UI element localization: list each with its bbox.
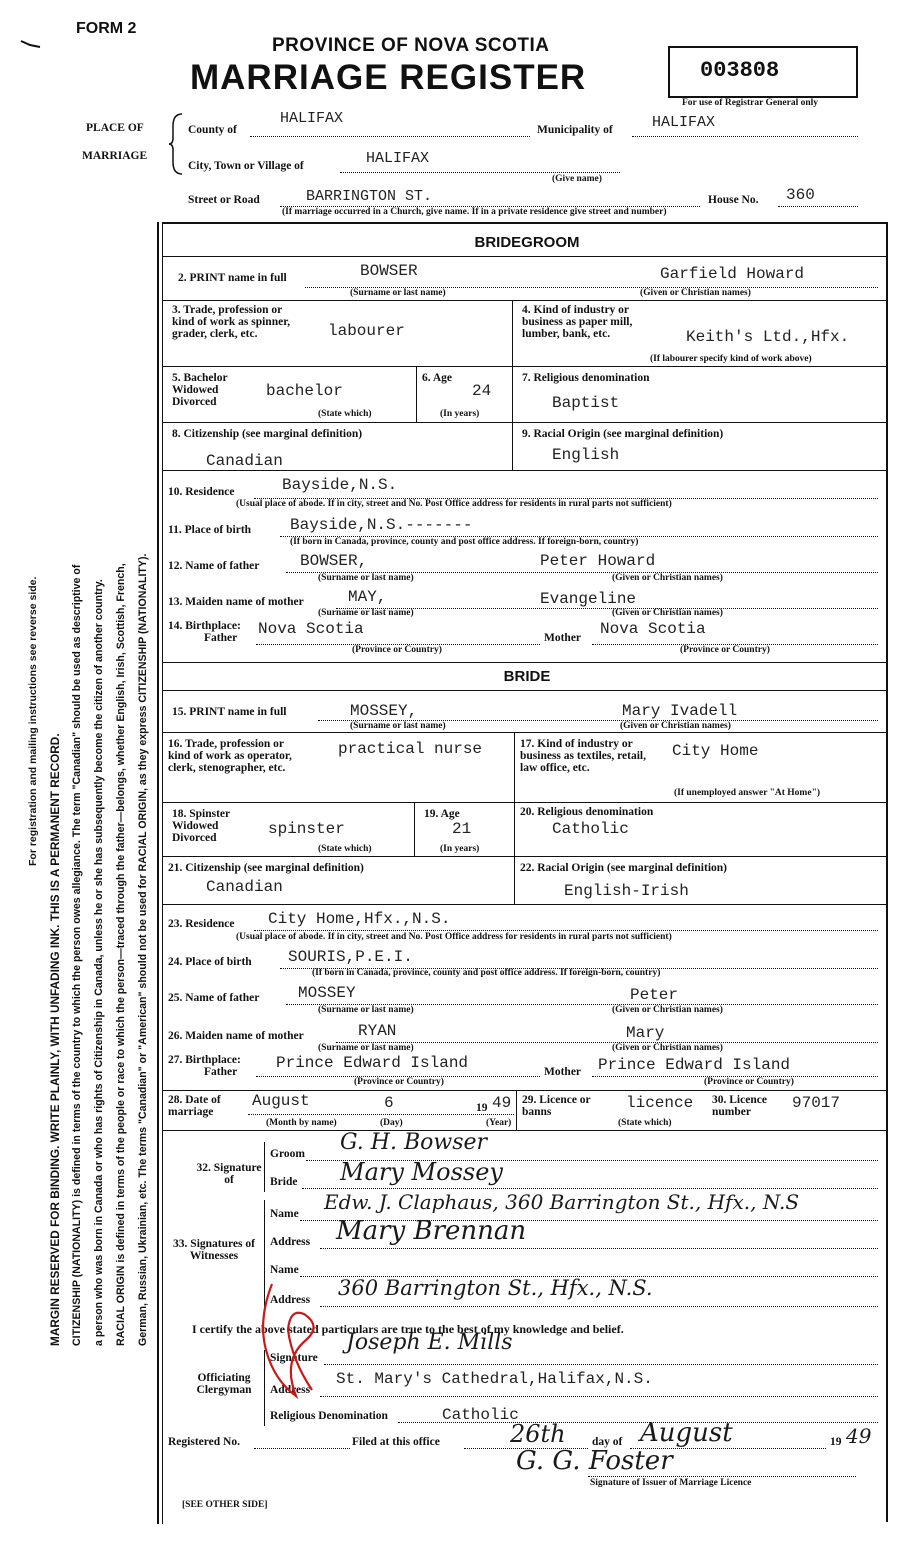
bride-q17-label: 17. Kind of industry or business as textiles, retail, law office, etc. — [520, 738, 646, 774]
bride-father-given-caption: (Given or Christian names) — [612, 1005, 723, 1015]
registered-label: Registered No. — [168, 1436, 240, 1448]
filed-month: August — [640, 1418, 733, 1448]
licence-number: 97017 — [792, 1094, 841, 1112]
bride-birthplace: SOURIS,P.E.I. — [288, 948, 413, 966]
witness1-address-label: Address — [270, 1236, 311, 1248]
bridegroom-heading: BRIDEGROOM — [474, 234, 580, 251]
groom-given-caption: (Given or Christian names) — [640, 288, 751, 298]
groom-q11-label: 11. Place of birth — [168, 524, 252, 536]
bride-residence: City Home,Hfx.,N.S. — [268, 910, 451, 928]
margin-line-3: CITIZENSHIP (NATIONALITY) is defined in terms of the country to which the person owes allegiance. The term "Canadian" should be used as descriptive of — [71, 564, 83, 1346]
registrar-note: For use of Registrar General only — [682, 98, 819, 108]
groom-industry: Keith's Ltd.,Hfx. — [686, 328, 850, 346]
groom-q14-label: 14. Birthplace: — [168, 620, 241, 632]
place-brace-icon — [168, 112, 184, 181]
bride-q22-label: 22. Racial Origin (see marginal definition) — [520, 862, 727, 874]
clergy-signature-label: Signature — [270, 1352, 318, 1364]
bride-father-surname-caption: (Surname or last name) — [318, 1005, 414, 1015]
bride-q15-label: 15. PRINT name in full — [172, 706, 287, 718]
bride-q16-label: 16. Trade, profession or kind of work as operator, clerk, stenographer, etc. — [168, 738, 292, 774]
groom-mother-given-caption: (Given or Christian names) — [612, 608, 723, 618]
bride-trade: practical nurse — [338, 740, 483, 758]
street-value: BARRINGTON ST. — [306, 188, 433, 205]
bride-q24-label: 24. Place of birth — [168, 956, 252, 968]
groom-birth-note: (If born in Canada, province, county and post office address. If foreign-born, country) — [290, 537, 639, 547]
groom-father-surname: BOWSER, — [300, 552, 368, 570]
margin-line-6: German, Russian, Ukrainian, etc. The terms "Canadian" or "American" should not be used for RACIAL ORIGIN, as they express CITIZENSHIP (NATIONALITY). — [137, 553, 149, 1346]
groom-q10-label: 10. Residence — [168, 486, 235, 498]
clergy-address: St. Mary's Cathedral,Halifax,N.S. — [336, 1370, 653, 1388]
page-title: MARRIAGE REGISTER — [190, 58, 587, 97]
groom-citizenship: Canadian — [206, 452, 283, 470]
groom-years-caption: (In years) — [440, 409, 480, 419]
bride-age: 21 — [452, 820, 472, 838]
licence-state-caption: (State which) — [618, 1118, 672, 1128]
house-value: 360 — [786, 186, 815, 204]
groom-mother-given: Evangeline — [540, 590, 637, 608]
margin-line-4: a person who was born in Canada or who has rights of Citizenship in Canada, unless he or she has subsequently become the citizen of another country. — [93, 579, 105, 1346]
witness1-address-inline: , 360 Barrington St., Hfx., N.S — [492, 1190, 800, 1214]
red-check-mark-icon — [252, 1280, 332, 1415]
marriage-day: 6 — [384, 1094, 394, 1112]
groom-q8-label: 8. Citizenship (see marginal definition) — [172, 428, 363, 440]
bride-q20-label: 20. Religious denomination — [520, 806, 654, 818]
bride-father-word: Father — [204, 1066, 238, 1078]
witness2-name-label: Name — [270, 1264, 299, 1276]
groom-racial: English — [552, 446, 620, 464]
day-of-label: day of — [592, 1436, 623, 1448]
bride-industry-note: (If unemployed answer "At Home") — [674, 788, 821, 798]
issuer-signature: G. G. Foster — [516, 1446, 673, 1476]
groom-state-caption: (State which) — [318, 409, 372, 419]
marriage-year: 49 — [492, 1094, 512, 1112]
form-number: FORM 2 — [76, 20, 137, 37]
date-q28-label: 28. Date of marriage — [168, 1094, 221, 1118]
bride-q23-label: 23. Residence — [168, 918, 235, 930]
bride-status: spinster — [268, 820, 345, 838]
groom-mother-surname-caption: (Surname or last name) — [318, 608, 414, 618]
sig-q33-label: 33. Signatures of Witnesses — [173, 1238, 255, 1262]
sig-q32-label: 32. Signature of — [196, 1162, 262, 1186]
bride-given-caption: (Given or Christian names) — [620, 721, 731, 731]
bride-heading: BRIDE — [503, 668, 551, 685]
margin-text — [22, 306, 154, 1346]
bride-father-prov-caption: (Province or Country) — [354, 1077, 444, 1087]
groom-age: 24 — [472, 382, 492, 400]
groom-father-prov-caption: (Province or Country) — [352, 645, 442, 655]
bride-mother-given-caption: (Given or Christian names) — [612, 1043, 723, 1053]
bride-mother-given: Mary — [626, 1024, 665, 1042]
bride-q19-label: 19. Age — [424, 808, 460, 820]
groom-mother-surname: MAY, — [348, 588, 387, 606]
month-caption: (Month by name) — [266, 1118, 337, 1128]
place-label: PLACE OF — [86, 122, 144, 134]
witness1-name — [324, 1190, 799, 1214]
bride-given: Mary Ivadell — [622, 702, 738, 720]
municipality-label: Municipality of — [537, 124, 613, 136]
groom-q9-label: 9. Racial Origin (see marginal definition) — [522, 428, 724, 440]
groom-status: bachelor — [266, 382, 343, 400]
witness1-name-label: Name — [270, 1208, 299, 1220]
groom-q2-label: 2. PRINT name in full — [178, 272, 287, 284]
bride-mother-surname: RYAN — [358, 1022, 397, 1040]
county-value: HALIFAX — [280, 110, 344, 127]
groom-surname: BOWSER — [360, 262, 418, 280]
margin-line-5: RACIAL ORIGIN is defined in terms of the people or race to which the person—traced through the father—belongs, whether English, Irish, Scottish, French, — [115, 563, 127, 1346]
clergy-signature: Joseph E. Mills — [346, 1330, 513, 1355]
day-caption: (Day) — [380, 1118, 403, 1128]
province-heading: PROVINCE OF NOVA SCOTIA — [272, 35, 550, 56]
city-label: City, Town or Village of — [188, 160, 304, 172]
groom-q7-label: 7. Religious denomination — [522, 372, 650, 384]
groom-q3-label: 3. Trade, profession or kind of work as spinner, grader, clerk, etc. — [172, 304, 291, 340]
groom-mother-word: Mother — [544, 632, 582, 644]
groom-surname-caption: (Surname or last name) — [350, 288, 446, 298]
clergy-address-label: Address — [270, 1384, 311, 1396]
bride-religion: Catholic — [552, 820, 629, 838]
groom-q4-label: 4. Kind of industry or business as paper mill, lumber, bank, etc. — [522, 304, 633, 340]
licence-q30-label: 30. Licence number — [712, 1094, 767, 1118]
street-label: Street or Road — [188, 194, 260, 206]
house-label: House No. — [708, 194, 759, 206]
groom-birthplace: Bayside,N.S.------- — [290, 516, 473, 534]
groom-mother-prov-caption: (Province or Country) — [680, 645, 770, 655]
bride-surname: MOSSEY, — [350, 702, 418, 720]
groom-mother-birthplace: Nova Scotia — [600, 620, 706, 638]
street-note: (If marriage occurred in a Church, give name. If in a private residence give street and number) — [282, 207, 667, 217]
bride-mother-birthplace: Prince Edward Island — [598, 1056, 791, 1074]
county-label: County of — [188, 124, 237, 136]
marriage-label: MARRIAGE — [82, 150, 148, 162]
margin-line-2: MARGIN RESERVED FOR BINDING. WRITE PLAINLY, WITH UNFADING INK. THIS IS A PERMANENT RECORD. — [48, 733, 62, 1346]
bride-father-surname: MOSSEY — [298, 984, 356, 1002]
bride-sig-label: Bride — [270, 1176, 298, 1188]
filed-label: Filed at this office — [352, 1436, 440, 1448]
groom-q5-label: 5. Bachelor Widowed Divorced — [172, 372, 228, 408]
groom-trade: labourer — [328, 322, 405, 340]
bride-q25-label: 25. Name of father — [168, 992, 260, 1004]
witness2-name: Mary Brennan — [336, 1216, 527, 1246]
bride-mother-prov-caption: (Province or Country) — [704, 1077, 794, 1087]
bride-father-given: Peter — [630, 986, 679, 1004]
year-caption: (Year) — [486, 1118, 512, 1128]
bride-q26-label: 26. Maiden name of mother — [168, 1030, 304, 1042]
give-name-caption: (Give name) — [552, 174, 602, 184]
groom-sig-label: Groom — [270, 1148, 305, 1160]
groom-residence-note: (Usual place of abode. If in city, street and No. Post Office address for residents in rural parts not sufficient) — [236, 499, 672, 509]
bride-mother-surname-caption: (Surname or last name) — [318, 1043, 414, 1053]
see-other-side: [SEE OTHER SIDE] — [182, 1500, 268, 1510]
clergy-denomination: Catholic — [442, 1406, 519, 1424]
bride-years-caption: (In years) — [440, 844, 480, 854]
clergy-label: Officiating Clergyman — [196, 1372, 252, 1396]
certify-statement: I certify the above stated particulars are true to the best of my knowledge and belief. — [192, 1322, 624, 1336]
bride-birth-note: (If born in Canada, province, county and post office address. If foreign-born, country) — [312, 968, 661, 978]
groom-q12-label: 12. Name of father — [168, 560, 260, 572]
groom-father-given-caption: (Given or Christian names) — [612, 573, 723, 583]
filed-year-prefix: 19 — [830, 1436, 842, 1448]
groom-father-given: Peter Howard — [540, 552, 656, 570]
marriage-month: August — [252, 1092, 310, 1110]
clergy-denomination-label: Religious Denomination — [270, 1410, 388, 1422]
bride-mother-word: Mother — [544, 1066, 582, 1078]
licence-q29-label: 29. Licence or banns — [522, 1094, 591, 1118]
bride-surname-caption: (Surname or last name) — [350, 721, 446, 731]
groom-father-birthplace: Nova Scotia — [258, 620, 364, 638]
margin-line-1: For registration and mailing instructions see reverse side. — [27, 576, 39, 866]
witness2-address-label: Address — [270, 1294, 311, 1306]
groom-industry-note: (If labourer specify kind of work above) — [650, 354, 812, 364]
witness1-name-text: Edw. J. Claphaus — [324, 1190, 493, 1214]
bride-industry: City Home — [672, 742, 759, 760]
municipality-value: HALIFAX — [652, 114, 716, 131]
groom-q13-label: 13. Maiden name of mother — [168, 596, 304, 608]
bride-residence-note: (Usual place of abode. If in city, street and No. Post Office address for residents in rural parts not sufficient) — [236, 932, 672, 942]
groom-religion: Baptist — [552, 394, 620, 412]
registration-number: 003808 — [700, 58, 780, 83]
bride-state-caption: (State which) — [318, 844, 372, 854]
groom-signature: G. H. Bowser — [340, 1130, 488, 1155]
groom-father-surname-caption: (Surname or last name) — [318, 573, 414, 583]
groom-given: Garfield Howard — [660, 265, 805, 283]
licence-type: licence — [626, 1094, 694, 1112]
witness2-address: 360 Barrington St., Hfx., N.S. — [338, 1276, 653, 1300]
issuer-caption: Signature of Issuer of Marriage Licence — [590, 1478, 752, 1488]
marriage-year-prefix: 19 — [476, 1102, 488, 1114]
groom-q6-label: 6. Age — [422, 372, 453, 384]
bride-racial: English-Irish — [564, 882, 689, 900]
corner-mark — [20, 36, 42, 46]
filed-year: 49 — [846, 1424, 872, 1448]
bride-q27-label: 27. Birthplace: — [168, 1054, 241, 1066]
bride-q21-label: 21. Citizenship (see marginal definition) — [168, 862, 364, 874]
filed-day: 26th — [510, 1420, 566, 1448]
city-value: HALIFAX — [366, 150, 430, 167]
groom-residence: Bayside,N.S. — [282, 476, 398, 494]
bride-q18-label: 18. Spinster Widowed Divorced — [172, 808, 230, 844]
bride-signature: Mary Mossey — [340, 1158, 503, 1186]
groom-father-word: Father — [204, 632, 238, 644]
bride-citizenship: Canadian — [206, 878, 283, 896]
bride-father-birthplace: Prince Edward Island — [276, 1054, 469, 1072]
